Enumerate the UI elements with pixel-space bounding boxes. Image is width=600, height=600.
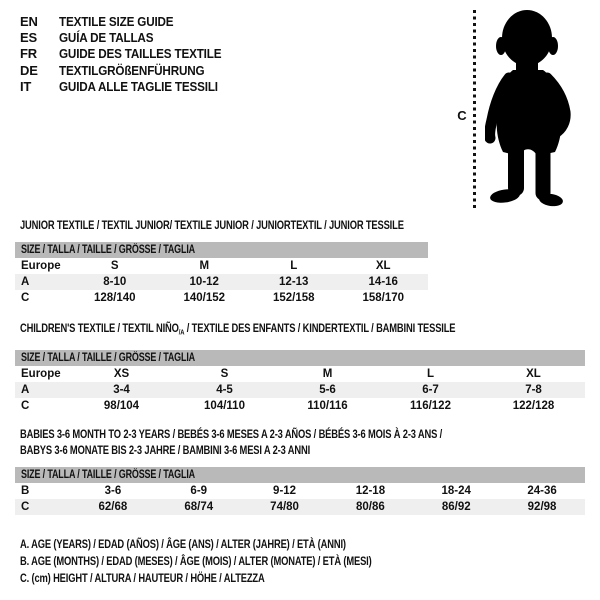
row-label: Europe	[21, 260, 61, 272]
size-cell: XL	[526, 368, 541, 380]
language-row	[20, 62, 239, 78]
size-cell: L	[290, 260, 298, 272]
row-label: Europe	[21, 368, 61, 380]
language-code: IT	[20, 79, 32, 95]
language-row	[20, 13, 239, 29]
language-label: GUÍA DE TALLAS	[59, 30, 154, 46]
table-row	[15, 483, 585, 499]
toddler-silhouette-icon	[485, 8, 577, 208]
size-cell: S	[220, 368, 229, 380]
size-header-bar	[15, 467, 585, 483]
size-header-label: SIZE / TALLA / TAILLE / GRÖSSE / TAGLIA	[21, 244, 195, 256]
table-title-line	[20, 320, 578, 336]
size-cell: 80/86	[356, 501, 385, 513]
table-title	[20, 426, 561, 458]
table-rows	[15, 258, 428, 306]
note-line	[20, 571, 471, 588]
notes-list	[20, 537, 471, 588]
size-cell: 128/140	[93, 292, 136, 304]
size-cell: 74/80	[270, 501, 299, 513]
language-code: ES	[20, 30, 37, 46]
height-measure-label: C	[457, 108, 467, 123]
note-text: C. (cm) HEIGHT / ALTURA / HAUTEUR / HÖHE / ALTEZZA	[20, 571, 265, 585]
size-cell: 98/104	[103, 400, 140, 412]
table-title-line	[20, 217, 512, 233]
size-cell: 3-4	[113, 384, 130, 396]
table	[15, 350, 585, 414]
table-title	[20, 320, 578, 336]
size-cell: 3-6	[104, 485, 122, 497]
table-title-text	[20, 217, 404, 233]
size-cell: 62/68	[98, 501, 128, 513]
size-cell: 140/152	[183, 292, 226, 304]
size-cell: 152/158	[272, 292, 315, 304]
table-row	[15, 258, 428, 274]
table-row	[15, 366, 585, 382]
size-cell: 110/116	[307, 400, 348, 412]
language-list	[20, 13, 239, 95]
size-cell: 6-9	[190, 485, 208, 497]
row-label: C	[21, 501, 30, 513]
table-title-segment: BABIES 3-6 MONTH TO 2-3 YEARS / BEBÉS 3-6 MESES A 2-3 AÑOS / BÉBÉS 3-6 MOIS À 2-3 ANS /	[20, 427, 443, 441]
table-title-text	[20, 442, 310, 458]
size-cell: S	[110, 260, 119, 272]
note-line	[20, 537, 471, 554]
size-cell: 116/122	[410, 400, 451, 412]
table-title-text	[20, 320, 455, 341]
language-code: EN	[20, 13, 38, 29]
size-cell: 12-13	[279, 276, 309, 288]
size-cell: 4-5	[216, 384, 233, 396]
size-header-bar	[15, 242, 428, 258]
size-cell: XL	[375, 260, 391, 272]
language-label: GUIDA ALLE TAGLIE TESSILI	[59, 79, 218, 95]
size-header-bar	[15, 350, 585, 366]
table	[15, 242, 428, 306]
size-cell: 92/98	[527, 501, 557, 513]
size-cell: 9-12	[273, 485, 297, 497]
size-cell: 12-18	[355, 485, 386, 497]
row-label: C	[21, 400, 30, 412]
table-title-line	[20, 442, 561, 458]
language-label: TEXTILGRÖßENFÜHRUNG	[59, 62, 205, 78]
size-cell: 5-6	[319, 384, 336, 396]
size-cell: M	[199, 260, 210, 272]
table-title-segment: / TEXTILE DES ENFANTS / KINDERTEXTIL / BAMBINI TESSILE	[184, 321, 456, 335]
language-row	[20, 79, 239, 95]
language-label: TEXTILE SIZE GUIDE	[59, 13, 174, 29]
note-text: A. AGE (YEARS) / EDAD (AÑOS) / ÂGE (ANS) / ALTER (JAHRE) / ETÀ (ANNI)	[20, 537, 346, 551]
table-row	[15, 499, 585, 515]
table-title-segment: CHILDREN'S TEXTILE / TEXTIL NIÑO	[20, 321, 179, 335]
table-row	[15, 398, 585, 414]
table-row	[15, 382, 585, 398]
table-title-line	[20, 426, 561, 442]
row-label: A	[21, 276, 30, 288]
size-table	[15, 215, 428, 310]
size-cell: M	[322, 368, 333, 380]
language-code: DE	[20, 62, 38, 78]
size-header-label: SIZE / TALLA / TAILLE / GRÖSSE / TAGLIA	[21, 352, 195, 364]
size-cell: XS	[113, 368, 130, 380]
size-cell: 24-36	[527, 485, 557, 497]
table-title-subscript: /A	[178, 327, 185, 337]
row-label: A	[21, 384, 30, 396]
note-text: B. AGE (MONTHS) / EDAD (MESES) / ÂGE (MOIS) / ALTER (MONATE) / ETÀ (MESI)	[20, 554, 372, 568]
size-table	[15, 318, 585, 416]
size-cell: 7-8	[525, 384, 542, 396]
table-row	[15, 274, 428, 290]
table-rows	[15, 483, 585, 515]
language-code: FR	[20, 46, 37, 62]
size-header-label: SIZE / TALLA / TAILLE / GRÖSSE / TAGLIA	[21, 469, 195, 481]
size-cell: 68/74	[184, 501, 214, 513]
row-label: B	[21, 485, 30, 497]
table-title	[20, 217, 512, 233]
size-cell: 18-24	[441, 485, 471, 497]
size-cell: 14-16	[368, 276, 398, 288]
size-cell: 104/110	[204, 400, 245, 412]
language-row	[20, 29, 239, 45]
height-figure	[455, 6, 600, 210]
note-line	[20, 554, 471, 571]
size-cell: 86/92	[441, 501, 471, 513]
height-measure-dashed-line	[473, 10, 476, 210]
size-cell: 8-10	[103, 276, 127, 288]
row-label: C	[21, 292, 30, 304]
table-title-segment: JUNIOR TEXTILE / TEXTIL JUNIOR/ TEXTILE JUNIOR / JUNIORTEXTIL / JUNIOR TESSILE	[20, 218, 404, 232]
table-title-text	[20, 426, 442, 442]
table-row	[15, 290, 428, 306]
size-cell: L	[426, 368, 435, 380]
size-cell: 6-7	[422, 384, 439, 396]
table	[15, 467, 585, 515]
size-cell: 10-12	[189, 276, 219, 288]
table-rows	[15, 366, 585, 414]
size-table	[15, 424, 585, 534]
language-row	[20, 46, 239, 62]
size-cell: 122/128	[512, 400, 555, 412]
size-cell: 158/170	[362, 292, 405, 304]
language-label: GUIDE DES TAILLES TEXTILE	[59, 46, 222, 62]
table-title-segment: BABYS 3-6 MONATE BIS 2-3 JAHRE / BAMBINI 3-6 MESI A 2-3 ANNI	[20, 443, 311, 457]
